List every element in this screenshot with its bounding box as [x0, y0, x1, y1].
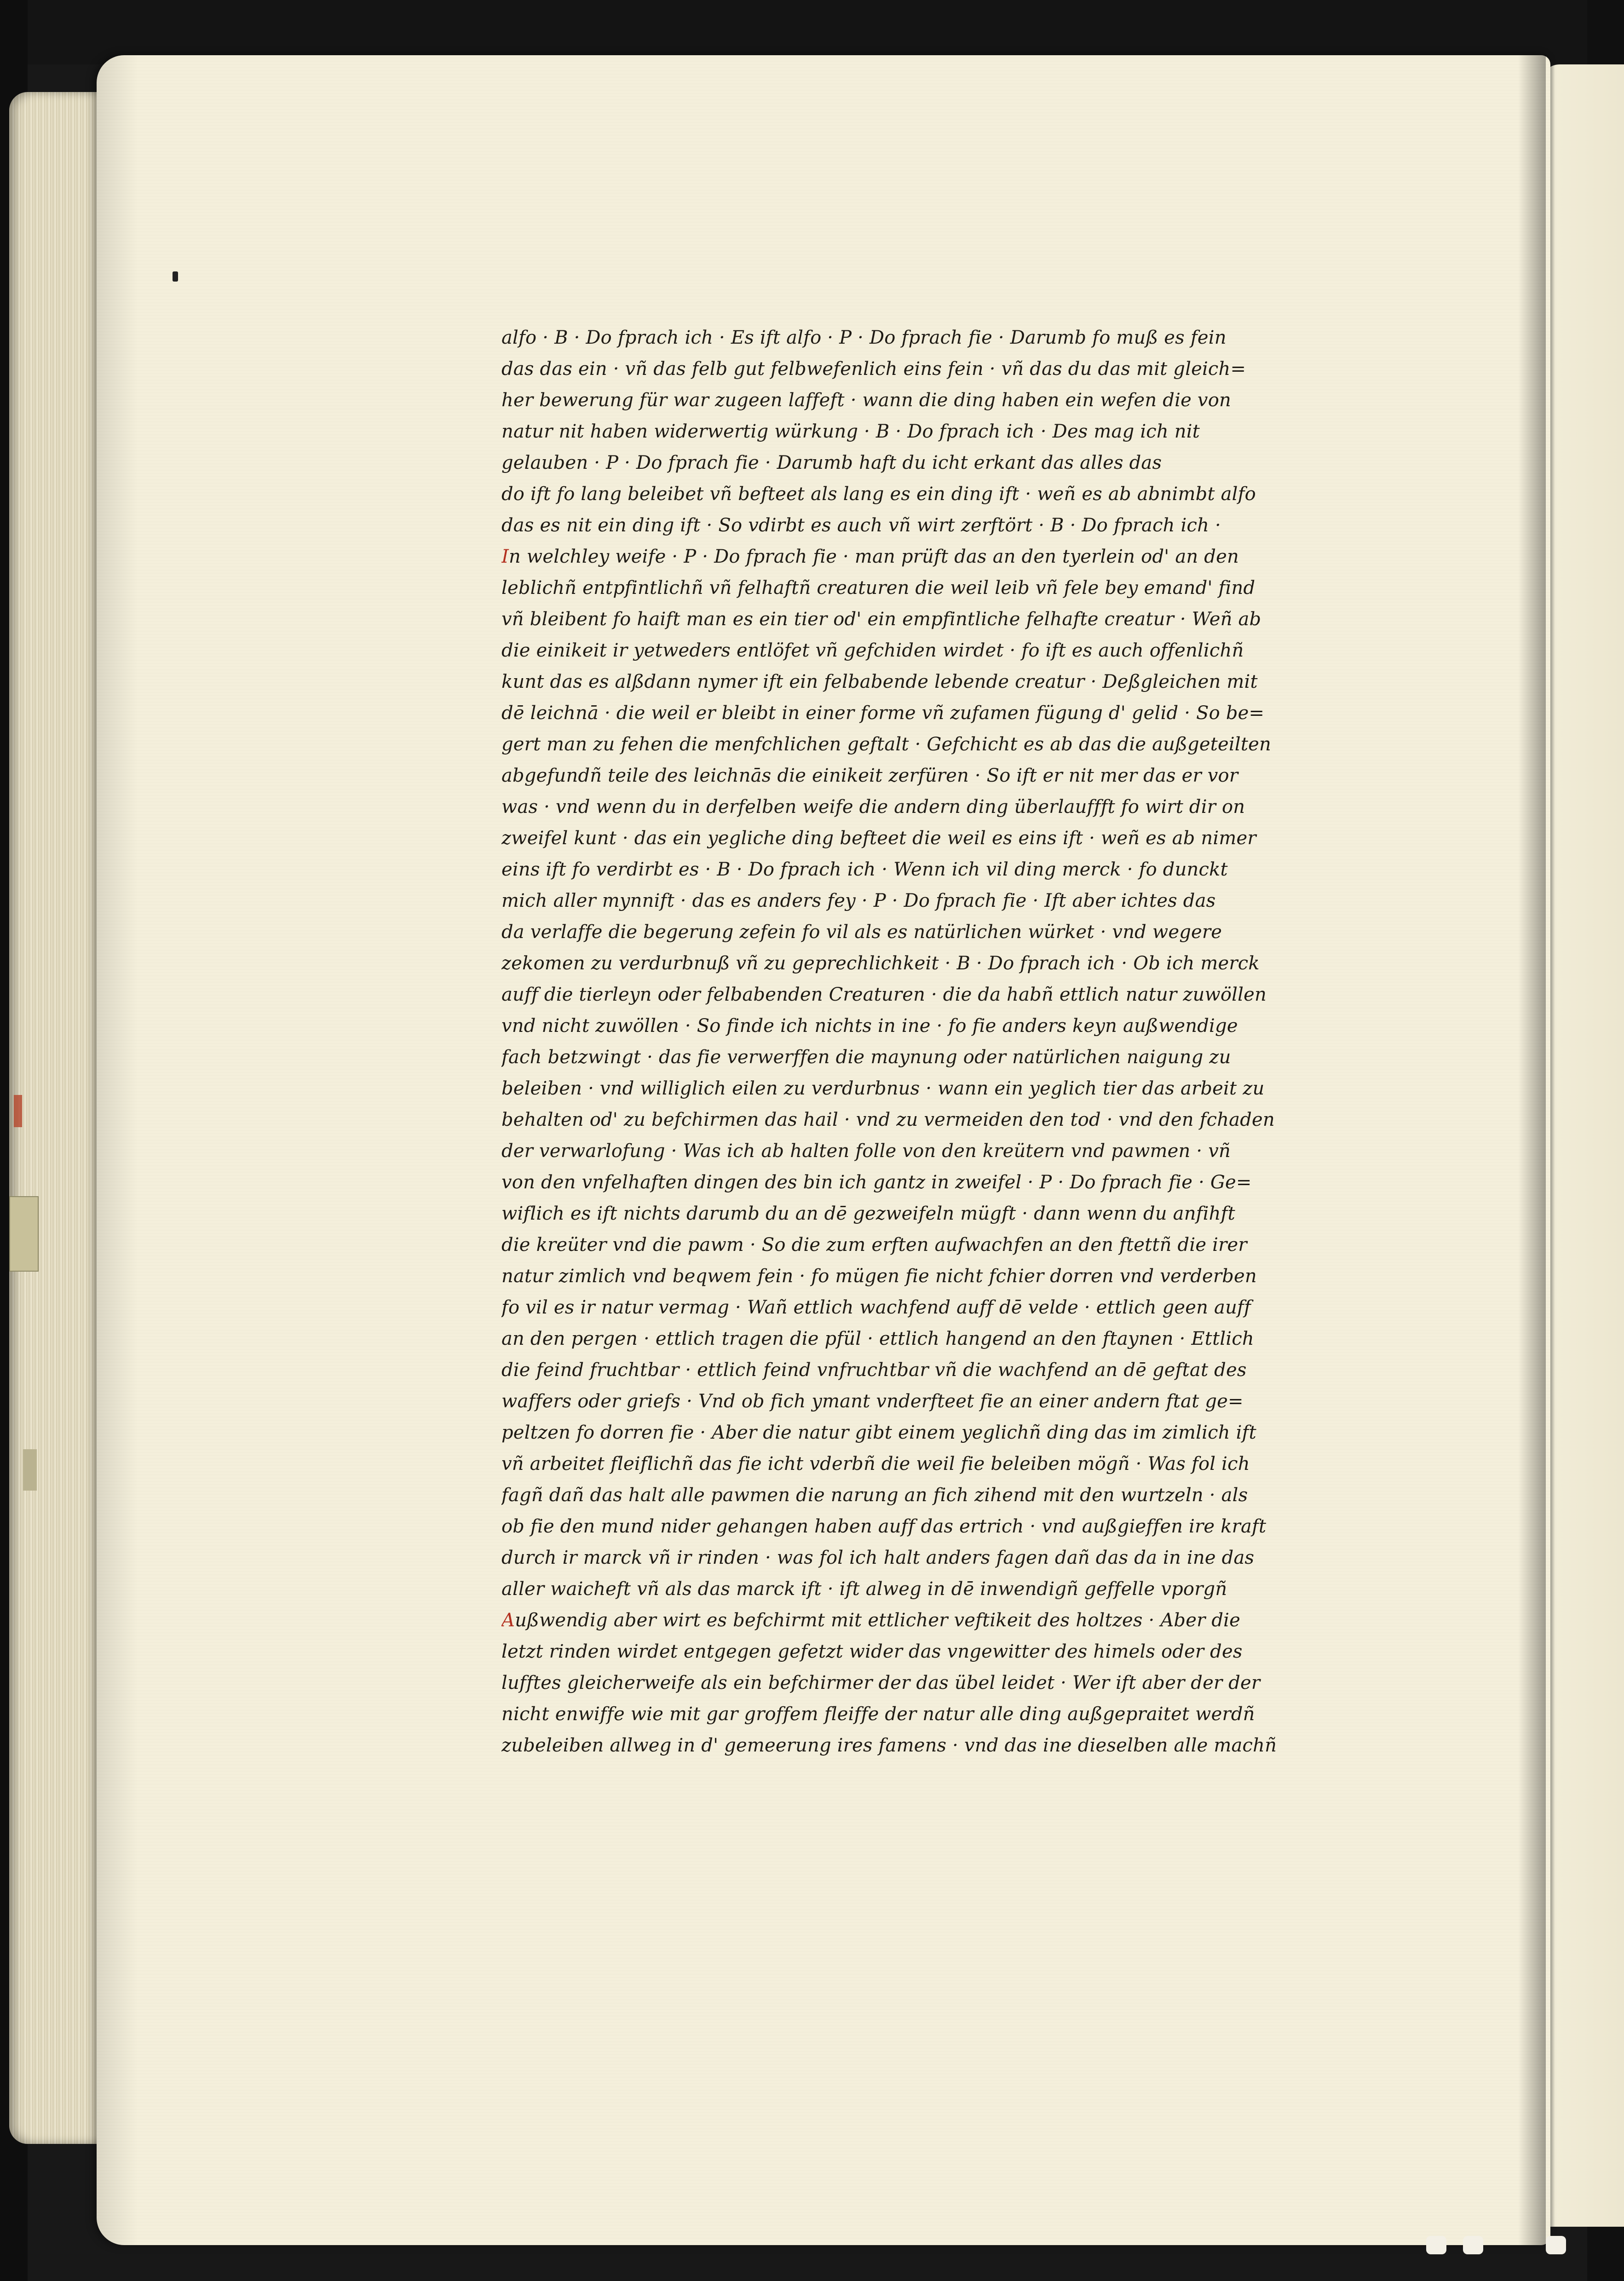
- text-line: vñ arbeitet fleiflichñ das fie icht vderbñ die weil fie beleiben mögñ · Was fol ich: [501, 1453, 1250, 1475]
- text-line: kunt das es alßdann nymer ift ein felbabende lebende creatur · Deßgleichen mit: [501, 671, 1258, 692]
- text-line: waffers oder griefs · Vnd ob fich ymant vnderfteet fie an einer andern ftat ge=: [501, 1391, 1244, 1412]
- text-line: peltzen fo dorren fie · Aber die natur gibt einem yeglichñ ding das im zimlich ift: [501, 1422, 1256, 1443]
- clip: [1546, 2236, 1566, 2254]
- text-line: gelauben · P · Do fprach fie · Darumb haft du icht erkant das alles das: [501, 452, 1162, 473]
- text-line: die einikeit ir yetweders entlöfet vñ gefchiden wirdet · fo ift es auch offenlichñ: [501, 640, 1244, 661]
- text-line: aller waicheft vñ als das marck ift · ift alweg in dē inwendigñ geffelle vporgñ: [501, 1578, 1227, 1600]
- text-line: do ift fo lang beleibet vñ befteet als lang es ein ding ift · weñ es ab abnimbt alfo: [501, 484, 1256, 505]
- text-line: lufftes gleicherweife als ein befchirmer der das übel leidet · Wer ift aber der der: [501, 1672, 1261, 1693]
- text-line: zekomen zu verdurbnuß vñ zu geprechlichkeit · B · Do fprach ich · Ob ich merck: [501, 953, 1260, 974]
- text-line: Außwendig aber wirt es befchirmt mit ettlicher veftikeit des holtzes · Aber die: [501, 1610, 1241, 1631]
- text-line: abgefundñ teile des leichnās die einikeit zerfüren · So ift er nit mer das er vor: [501, 765, 1238, 786]
- text-line: fo vil es ir natur vermag · Wañ ettlich wachfend auff dē velde · ettlich geen auff: [501, 1297, 1251, 1318]
- text-line: alfo · B · Do fprach ich · Es ift alfo · P · Do fprach fie · Darumb fo muß es fein: [501, 327, 1227, 348]
- red-page-marker: [14, 1095, 22, 1127]
- text-line: dē leichnā · die weil er bleibt in einer forme vñ zufamen fügung d' gelid · So be=: [501, 703, 1265, 724]
- text-line: was · vnd wenn du in derfelben weife die andern ding überlauffft fo wirt dir on: [501, 796, 1245, 818]
- text-line: wiflich es ift nichts darumb du an dē gezweifeln mügft · dann wenn du anfihft: [501, 1203, 1235, 1224]
- text-line: natur nit haben widerwertig würkung · B · Do fprach ich · Des mag ich nit: [501, 421, 1200, 442]
- page-edges: [9, 92, 106, 2144]
- text-line: zubeleiben allweg in d' gemeerung ires famens · vnd das ine dieselben alle machñ: [501, 1735, 1277, 1756]
- text-line: letzt rinden wirdet entgegen gefetzt wider das vngewitter des himels oder des: [501, 1641, 1243, 1662]
- text-line: mich aller mynnift · das es anders fey · P · Do fprach fie · Ift aber ichtes das: [501, 890, 1216, 911]
- text-line: das das ein · vñ das felb gut felbwefenlich eins fein · vñ das du das mit gleich=: [501, 358, 1246, 380]
- text-line: von den vnfelhaften dingen des bin ich gantz in zweifel · P · Do fprach fie · Ge=: [501, 1172, 1252, 1193]
- background-top: [0, 0, 1624, 64]
- text-line: vnd nicht zuwöllen · So finde ich nichts in ine · fo fie anders keyn außwendige: [501, 1015, 1238, 1037]
- text-line: beleiben · vnd williglich eilen zu verdurbnus · wann ein yeglich tier das arbeit zu: [501, 1078, 1265, 1099]
- text-line: die feind fruchtbar · ettlich feind vnfruchtbar vñ die wachfend an dē geftat des: [501, 1359, 1247, 1381]
- text-line: fagñ dañ das halt alle pawmen die narung an fich zihend mit den wurtzeln · als: [501, 1485, 1248, 1506]
- text-line: fach betzwingt · das fie verwerffen die maynung oder natürlichen naigung zu: [501, 1047, 1231, 1068]
- ink-mark: [173, 271, 178, 282]
- text-line: an den pergen · ettlich tragen die pfül · ettlich hangend an den ftaynen · Ettlich: [501, 1328, 1254, 1349]
- text-line: gert man zu fehen die menfchlichen geftalt · Gefchicht es ab das die außgeteilten: [501, 734, 1271, 755]
- text-column: [501, 322, 1376, 1761]
- text-line: In welchley weife · P · Do fprach fie · man prüft das an den tyerlein od' an den: [501, 546, 1239, 567]
- bookmark-tab-small: [23, 1449, 37, 1491]
- text-line: auff die tierleyn oder felbabenden Creaturen · die da habñ ettlich natur zuwöllen: [501, 984, 1267, 1005]
- clip: [1463, 2236, 1483, 2254]
- text-line: behalten od' zu befchirmen das hail · vnd zu vermeiden den tod · vnd den fchaden: [501, 1109, 1275, 1130]
- text-line: der verwarlofung · Was ich ab halten folle von den kreütern vnd pawmen · vñ: [501, 1140, 1231, 1162]
- text-line: da verlaffe die begerung zefein fo vil als es natürlichen würket · vnd wegere: [501, 922, 1222, 943]
- text-line: eins ift fo verdirbt es · B · Do fprach ich · Wenn ich vil ding merck · fo dunckt: [501, 859, 1228, 880]
- text-line: leblichñ entpfintlichñ vñ felhaftñ creaturen die weil leib vñ fele bey emand' find: [501, 577, 1255, 599]
- text-line: zweifel kunt · das ein yegliche ding befteet die weil es eins ift · weñ es ab nimer: [501, 828, 1256, 849]
- clip: [1426, 2236, 1446, 2254]
- text-line: her bewerung für war zugeen laffeft · wann die ding haben ein wefen die von: [501, 390, 1231, 411]
- text-line: durch ir marck vñ ir rinden · was fol ich halt anders fagen dañ das da in ine das: [501, 1547, 1255, 1568]
- text-line: ob fie den mund nider gehangen haben auff das ertrich · vnd außgieffen ire kraft: [501, 1516, 1267, 1537]
- text-line: vñ bleibent fo haift man es ein tier od' ein empfintliche felhafte creatur · Weñ ab: [501, 609, 1261, 630]
- spine-shadow: [1518, 55, 1546, 2245]
- text-line: nicht enwiffe wie mit gar groffem fleiffe der natur alle ding außgepraitet werdñ: [501, 1704, 1255, 1725]
- bookmark-tab: [9, 1196, 39, 1272]
- text-line: die kreüter vnd die pawm · So die zum erften aufwachfen an den ftettñ die irer: [501, 1234, 1247, 1256]
- text-line: natur zimlich vnd beqwem fein · fo mügen fie nicht fchier dorren vnd verderben: [501, 1266, 1257, 1287]
- text-line: das es nit ein ding ift · So vdirbt es auch vñ wirt zerftört · B · Do fprach ich ·: [501, 515, 1221, 536]
- facing-page: [1541, 64, 1624, 2227]
